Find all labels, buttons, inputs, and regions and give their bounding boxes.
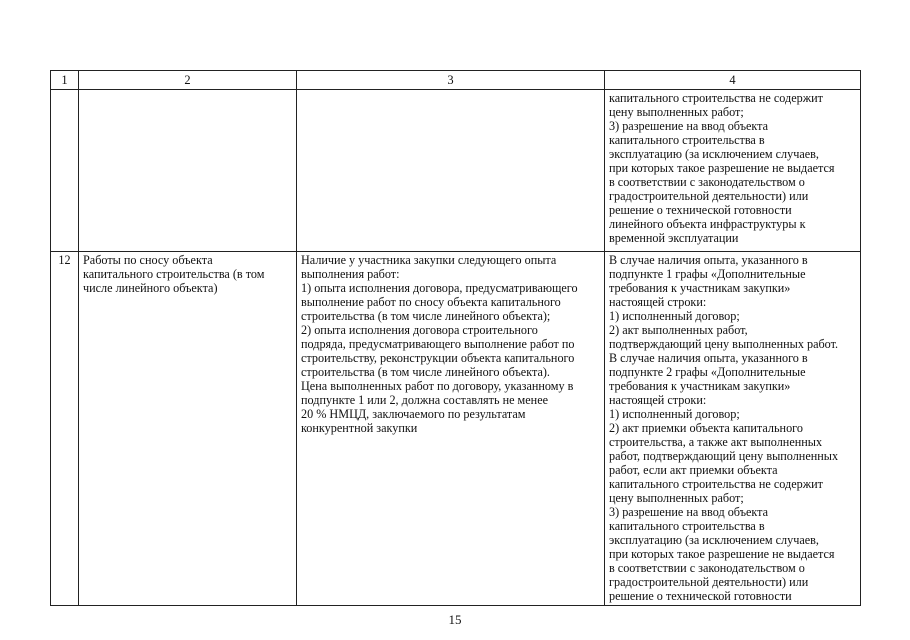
row-12-work-type <box>79 252 297 606</box>
continued-documents-line: капитального строительства не содержит <box>609 91 823 105</box>
table-row-12 <box>51 252 861 606</box>
continued-cell-number <box>51 90 79 252</box>
continued-documents-line: цену выполненных работ; <box>609 105 744 119</box>
row-12-requirements-line: выполнения работ: <box>301 267 400 281</box>
row-12-documents-line: 1) исполненный договор; <box>609 407 740 421</box>
row-12-documents-line: требования к участникам закупки» <box>609 281 791 295</box>
continued-documents-line: временной эксплуатации <box>609 231 739 245</box>
row-12-documents-line: В случае наличия опыта, указанного в <box>609 351 808 365</box>
continued-documents-line: 3) разрешение на ввод объекта <box>609 119 769 133</box>
continued-cell-documents <box>605 90 861 252</box>
row-12-documents-line: подпункте 1 графы «Дополнительные <box>609 267 806 281</box>
row-12-requirements-line: подпункте 1 или 2, должна составлять не менее <box>301 393 549 407</box>
row-12-requirements <box>297 252 605 606</box>
row-12-documents-line: В случае наличия опыта, указанного в <box>609 253 808 267</box>
header-col-3: 3 <box>297 71 605 90</box>
header-col-1: 1 <box>51 71 79 90</box>
row-12-documents-line: капитального строительства не содержит <box>609 477 823 491</box>
row-12-documents-line: в соответствии с законодательством о <box>609 561 805 575</box>
row-12-work-line: Работы по сносу объекта <box>83 253 213 267</box>
requirements-table <box>50 70 861 606</box>
row-12-requirements-line: 1) опыта исполнения договора, предусматривающего <box>301 281 578 295</box>
row-12-work-line: числе линейного объекта) <box>83 281 218 295</box>
continued-cell-work <box>79 90 297 252</box>
continued-documents-line: в соответствии с законодательством о <box>609 175 805 189</box>
row-12-number: 12 <box>51 252 79 606</box>
row-12-documents-line: эксплуатацию (за исключением случаев, <box>609 533 819 547</box>
row-12-documents-line: градостроительной деятельности) или <box>609 575 809 589</box>
row-12-requirements-line: 2) опыта исполнения договора строительного <box>301 323 538 337</box>
row-12-documents <box>605 252 861 606</box>
row-12-requirements-line: строительства (в том числе линейного объекта); <box>301 309 551 323</box>
continued-documents-line: при которых такое разрешение не выдается <box>609 161 835 175</box>
row-12-requirements-line: строительству, реконструкции объекта капитального <box>301 351 575 365</box>
header-col-4: 4 <box>605 71 861 90</box>
header-col-2: 2 <box>79 71 297 90</box>
row-12-documents-line: при которых такое разрешение не выдается <box>609 547 835 561</box>
row-12-documents-line: строительства, а также акт выполненных <box>609 435 823 449</box>
row-12-requirements-line: Наличие у участника закупки следующего опыта <box>301 253 557 267</box>
row-12-documents-line: 1) исполненный договор; <box>609 309 740 323</box>
row-12-requirements-line: выполнение работ по сносу объекта капитального <box>301 295 561 309</box>
continued-documents-line: эксплуатацию (за исключением случаев, <box>609 147 819 161</box>
continued-documents-line: капитального строительства в <box>609 133 765 147</box>
row-12-requirements-line: 20 % НМЦД, заключаемого по результатам <box>301 407 526 421</box>
row-12-requirements-line: строительства (в том числе линейного объекта). <box>301 365 550 379</box>
row-12-documents-line: 2) акт приемки объекта капитального <box>609 421 803 435</box>
row-12-requirements-line: Цена выполненных работ по договору, указанному в <box>301 379 574 393</box>
row-12-documents-line: капитального строительства в <box>609 519 765 533</box>
table-header-row <box>51 71 861 90</box>
continued-documents-line: решение о технической готовности <box>609 203 792 217</box>
row-12-documents-line: 2) акт выполненных работ, <box>609 323 748 337</box>
row-12-documents-line: работ, если акт приемки объекта <box>609 463 778 477</box>
row-12-documents-line: работ, подтверждающий цену выполненных <box>609 449 839 463</box>
row-12-work-line: капитального строительства (в том <box>83 267 265 281</box>
row-12-documents-line: требования к участникам закупки» <box>609 379 791 393</box>
continued-documents-line: градостроительной деятельности) или <box>609 189 809 203</box>
continued-cell-requirements <box>297 90 605 252</box>
row-12-documents-line: подпункте 2 графы «Дополнительные <box>609 365 806 379</box>
table-row-continued <box>51 90 861 252</box>
page-number: 15 <box>448 612 462 627</box>
row-12-requirements-line: конкурентной закупки <box>301 421 418 435</box>
row-12-documents-line: настоящей строки: <box>609 295 707 309</box>
row-12-documents-line: цену выполненных работ; <box>609 491 744 505</box>
continued-documents-line: линейного объекта инфраструктуры к <box>609 217 806 231</box>
row-12-documents-line: подтверждающий цену выполненных работ. <box>609 337 839 351</box>
row-12-documents-line: настоящей строки: <box>609 393 707 407</box>
row-12-documents-line: 3) разрешение на ввод объекта <box>609 505 769 519</box>
row-12-documents-line: решение о технической готовности <box>609 589 792 603</box>
row-12-requirements-line: подряда, предусматривающего выполнение работ по <box>301 337 575 351</box>
